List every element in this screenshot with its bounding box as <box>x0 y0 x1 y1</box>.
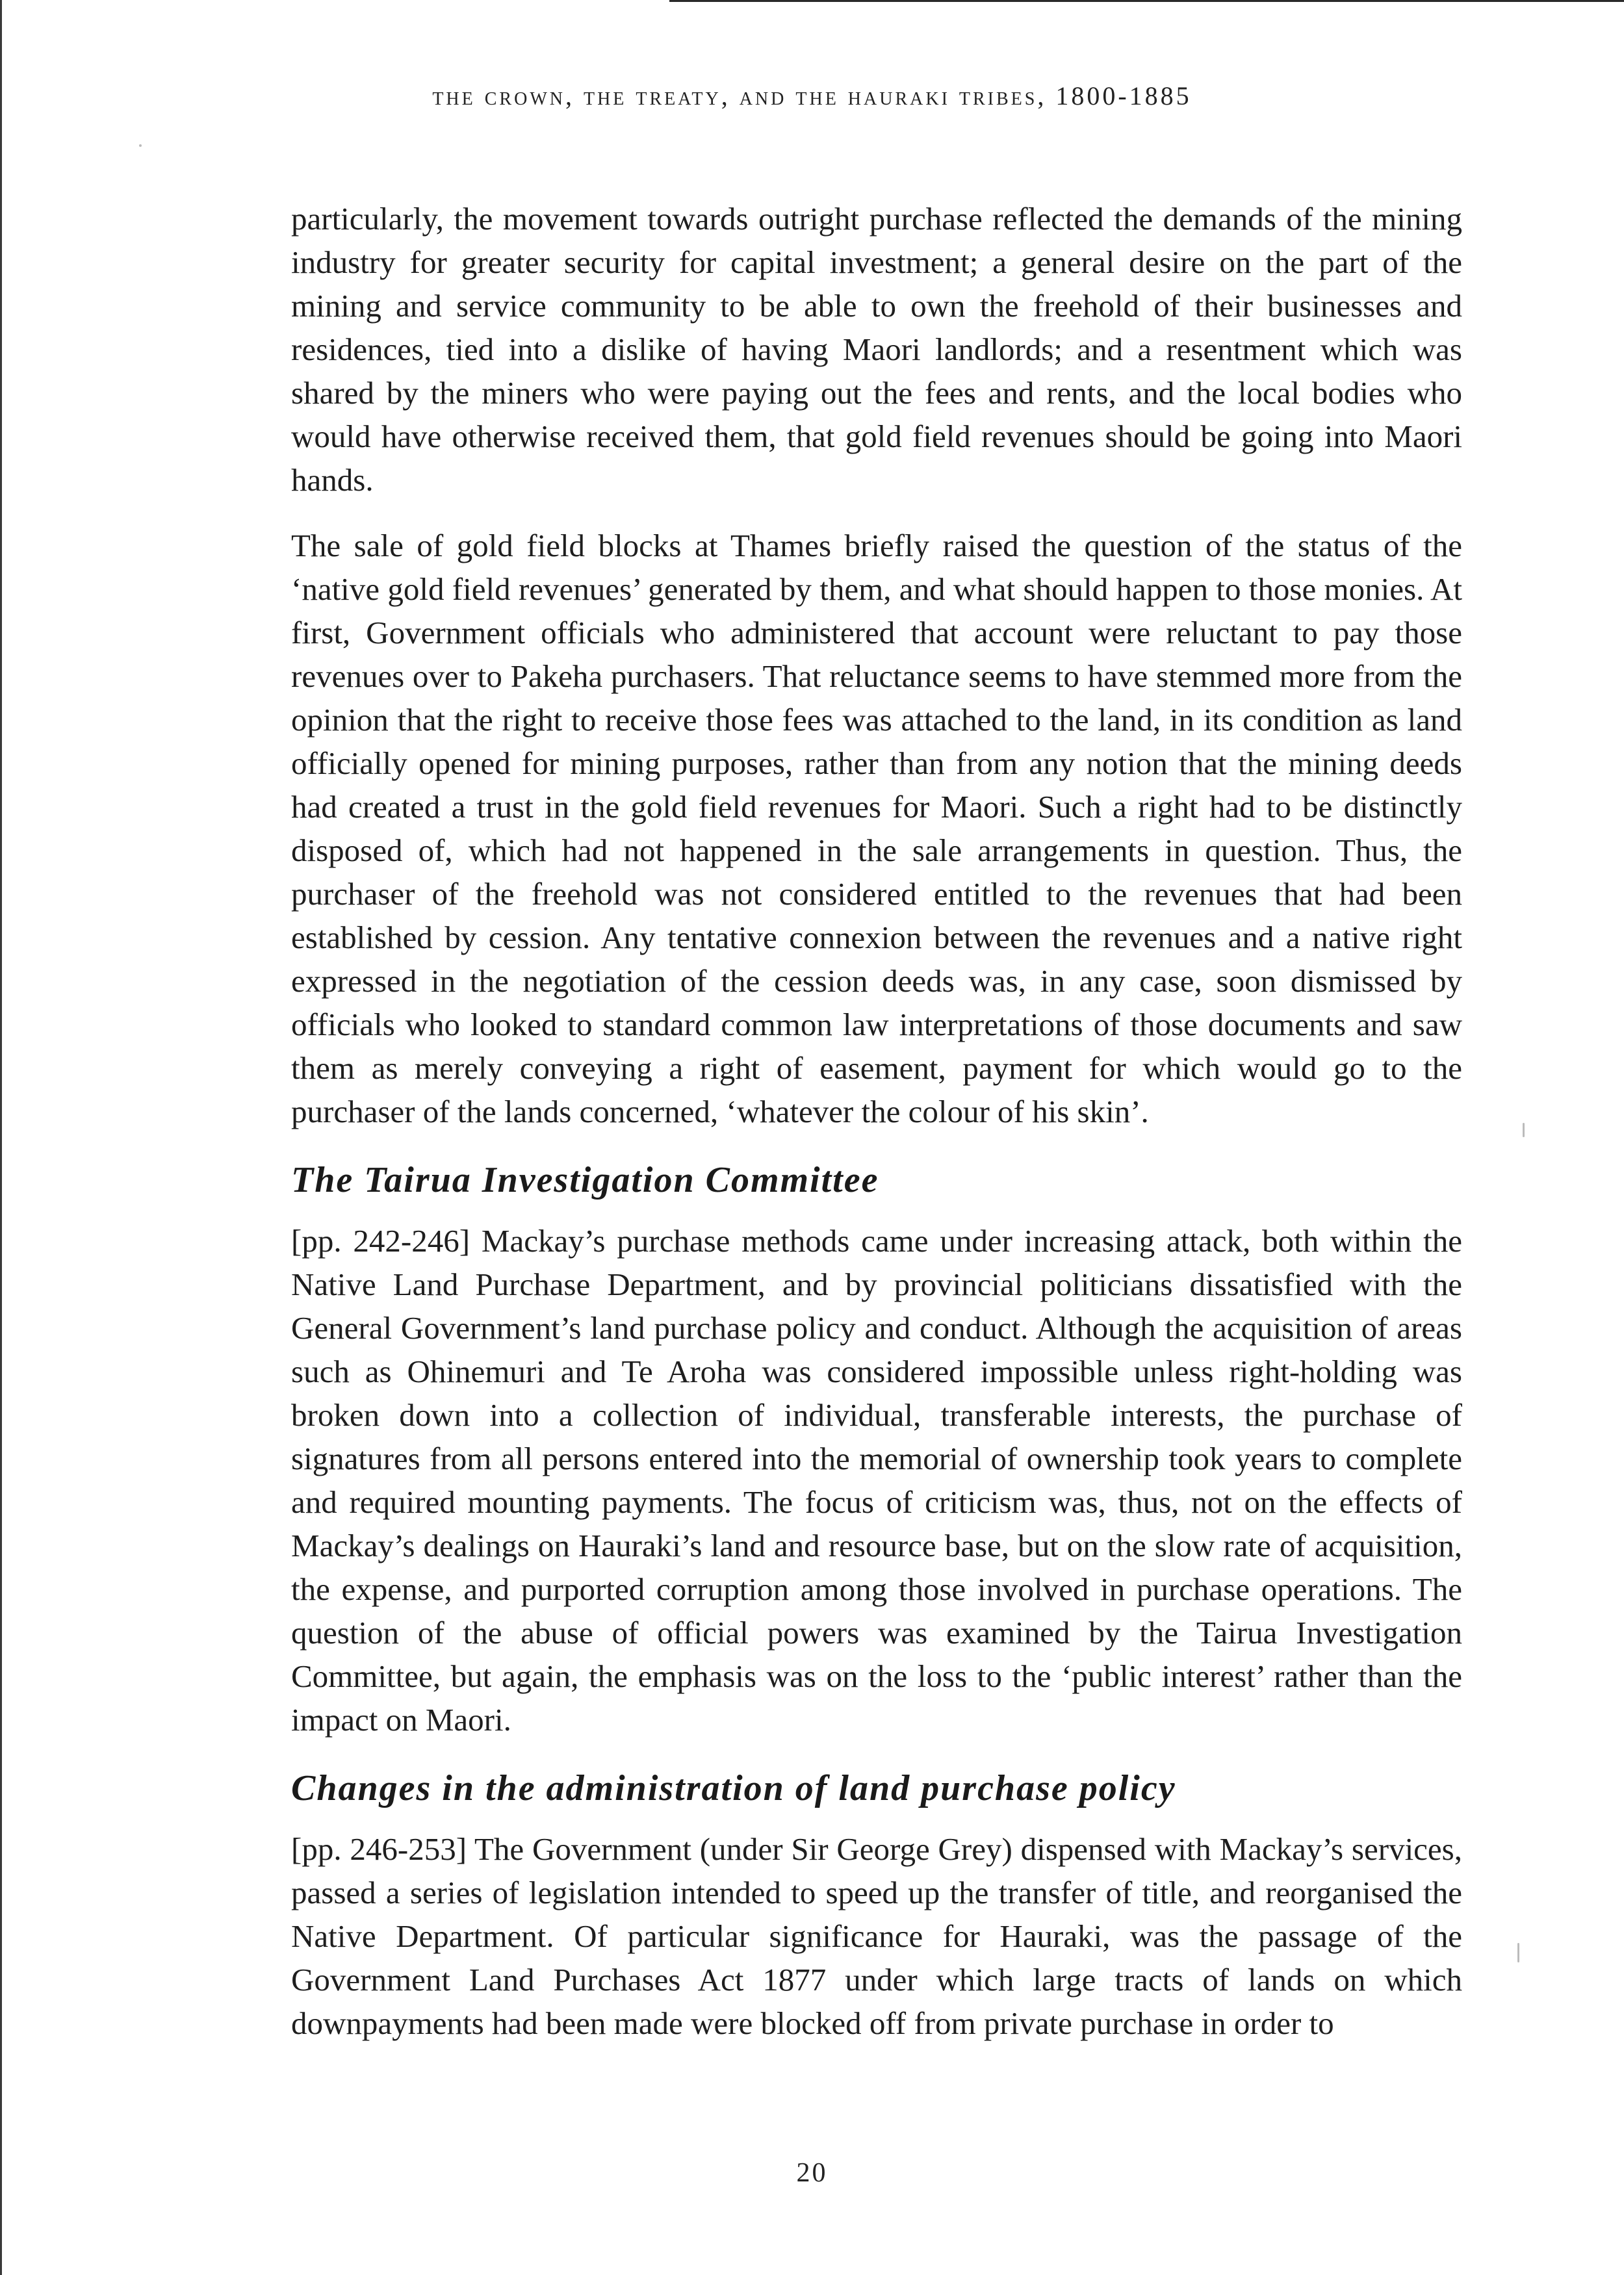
top-border-line <box>669 0 1624 2</box>
scan-speck <box>1517 1943 1519 1962</box>
running-head: the crown, the treaty, and the hauraki tribes, 1800-1885 <box>432 81 1192 110</box>
paragraph-land-purchase-policy: [pp. 246-253] The Government (under Sir George Grey) dispensed with Mackay’s services, passed a series of legislation intended to speed up the transfer of title, and reorganised the Native Department. Of particular significance for Hauraki, was the passage of the Government Land Purchases Act 1877 under which large tracts of lands on which downpayments had been made were blocked off from private purchase in order to <box>291 1831 1462 2041</box>
page-number: 20 <box>796 2158 828 2188</box>
scan-speck <box>139 144 142 147</box>
body-text <box>291 197 1462 2067</box>
left-border-line <box>0 0 2 2275</box>
paragraph-gold-field-revenues: The sale of gold field blocks at Thames briefly raised the question of the status of the ‘native gold field revenues’ generated by them, and what should happen to those monies. At first, Government officials who administered that account were reluctant to pay those revenues over to Pakeha purchasers. That reluctance seems to have stemmed more from the opinion that the right to receive those fees was attached to the land, in its condition as land officially opened for mining purposes, rather than from any notion that the mining deeds had created a trust in the gold field revenues for Maori. Such a right had to be distinctly disposed of, which had not happened in the sale arrangements in question. Thus, the purchaser of the freehold was not considered entitled to the revenues that had been established by cession. Any tentative connexion between the revenues and a native right expressed in the negotiation of the cession deeds was, in any case, soon dismissed by officials who looked to standard common law interpretations of those documents and saw them as merely conveying a right of easement, payment for which would go to the purchaser of the lands concerned, ‘whatever the colour of his skin’. <box>291 528 1462 1129</box>
paragraph-gold-field-demands: particularly, the movement towards outright purchase reflected the demands of the mining industry for greater security for capital investment; a general desire on the part of the mining and service community to be able to own the freehold of their businesses and residences, tied into a dislike of having Maori landlords; and a resentment which was shared by the miners who were paying out the fees and rents, and the local bodies who would have otherwise received them, that gold field revenues should be going into Maori hands. <box>291 201 1462 498</box>
section-heading-tairua: The Tairua Investigation Committee <box>291 1160 879 1200</box>
scan-speck <box>1523 1123 1525 1137</box>
section-heading-land-purchase-policy: Changes in the administration of land purchase policy <box>291 1768 1176 1808</box>
paragraph-tairua-committee: [pp. 242-246] Mackay’s purchase methods came under increasing attack, both within the Native Land Purchase Department, and by provincial politicians dissatisfied with the General Government’s land purchase policy and conduct. Although the acquisition of areas such as Ohinemuri and Te Aroha was considered impossible unless right-holding was broken down into a collection of individual, transferable interests, the purchase of signatures from all persons entered into the memorial of ownership took years to complete and required mounting payments. The focus of criticism was, thus, not on the effects of Mackay’s dealings on Hauraki’s land and resource base, but on the slow rate of acquisition, the expense, and purported corruption among those involved in purchase operations. The question of the abuse of official powers was examined by the Tairua Investigation Committee, but again, the emphasis was on the loss to the ‘public interest’ rather than the impact on Maori. <box>291 1223 1462 1738</box>
